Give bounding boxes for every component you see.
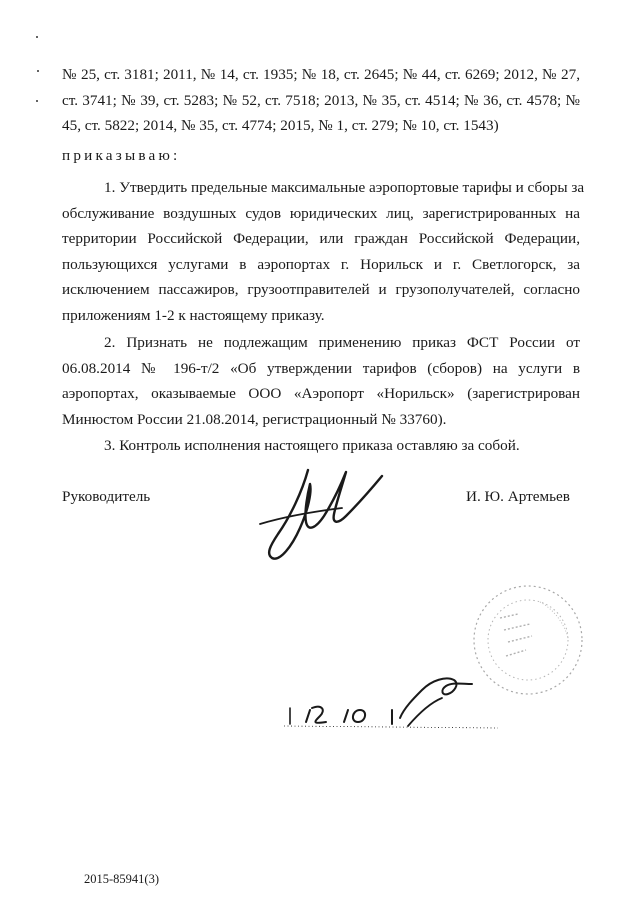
item-line: 1. Утвердить предельные максимальные аэропортовые тарифы и сборы за <box>104 179 585 196</box>
handwritten-date-image <box>282 668 502 738</box>
order-item-1 <box>62 175 585 328</box>
signature-image <box>250 462 390 572</box>
order-item-2 <box>62 330 580 432</box>
scan-speck <box>36 36 38 38</box>
item-line: 06.08.2014 № 196-т/2 «Об утверждении тарифов (сборов) на услуги в <box>62 359 580 377</box>
citation-line: 45, ст. 5822; 2014, № 35, ст. 4774; 2015, № 1, ст. 279; № 10, ст. 1543) <box>62 117 499 134</box>
signer-title: Руководитель <box>62 488 151 505</box>
citation-line: ст. 3741; № 39, ст. 5283; № 52, ст. 7518; 2013, № 35, ст. 4514; № 36, ст. 4578; № <box>62 91 580 109</box>
scan-speck <box>36 100 38 102</box>
order-heading: приказываю: <box>62 147 181 164</box>
item-line: обслуживание воздушных судов юридических лиц, зарегистрированных на <box>62 204 580 222</box>
document-number: 2015-85941(3) <box>84 872 159 886</box>
signer-name: И. Ю. Артемьев <box>466 488 570 505</box>
item-line: Минюстом России 21.08.2014, регистрационный № 33760). <box>62 410 447 428</box>
item-line: 2. Признать не подлежащим применению приказ ФСТ России от <box>104 334 580 351</box>
item-line: исключением пассажиров, грузоотправителей и грузополучателей, согласно <box>62 281 580 298</box>
item-line: пользующихся услугами в аэропортах г. Норильск и г. Светлогорск, за <box>62 255 580 273</box>
item-line: аэропортах, оказываемые ООО «Аэропорт «Норильск» (зарегистрирован <box>62 385 580 402</box>
item-line: приложениям 1-2 к настоящему приказу. <box>62 306 325 324</box>
legal-citations <box>62 62 580 139</box>
citation-line: № 25, ст. 3181; 2011, № 14, ст. 1935; № 18, ст. 2645; № 44, ст. 6269; 2012, № 27, <box>62 66 580 83</box>
scan-speck <box>37 70 39 72</box>
item-line: территории Российской Федерации, или граждан Российской Федерации, <box>62 230 580 247</box>
order-item-3: 3. Контроль исполнения настоящего приказа оставляю за собой. <box>104 437 520 454</box>
